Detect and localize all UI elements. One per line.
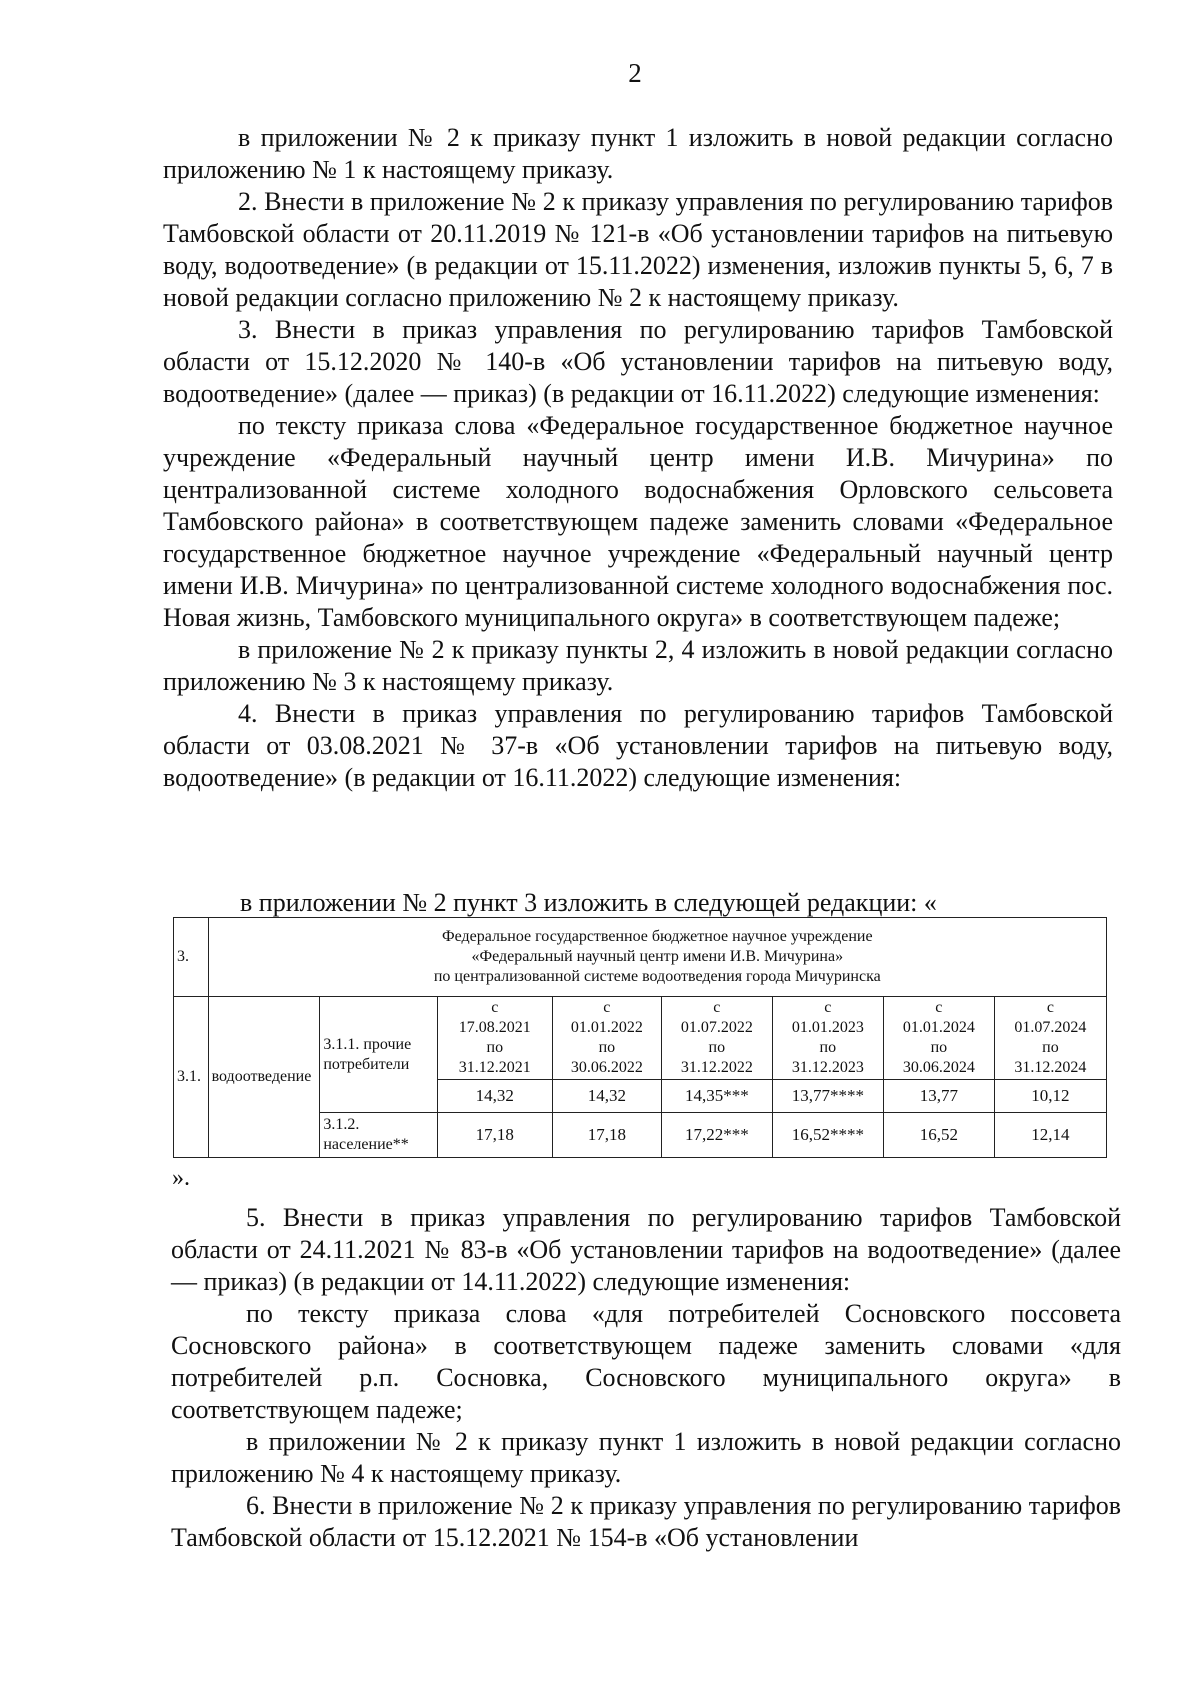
value-cell: 14,32 [552, 1080, 661, 1113]
period-cell: с 01.01.2023 по 31.12.2023 [772, 997, 883, 1080]
period-cell: с 01.01.2024 по 30.06.2024 [883, 997, 994, 1080]
value-cell: 17,18 [437, 1113, 552, 1158]
page-number: 2 [628, 58, 642, 88]
table-row [174, 997, 1107, 1080]
subitem-label-cell: 3.1.1. прочие потребители [320, 997, 437, 1113]
paragraph: по тексту приказа слова «Федеральное государственное бюджетное научное учреждение «Федеральный научный центр имени И.В. Мичурина» по централизованной системе холодного водоснабжения Орловского сельсовета Тамбовского района» в соответствующем падеже заменить словами «Федеральное государственное бюджетное научное учреждение «Федеральный научный центр имени И.В. Мичурина» по централизованной системе холодного водоснабжения пос. Новая жизнь, Тамбовского муниципального округа» в соответствующем падеже; [163, 411, 1113, 632]
period-cell: с 17.08.2021 по 31.12.2021 [437, 997, 552, 1080]
value-cell: 12,14 [994, 1113, 1106, 1158]
tariff-table [173, 917, 1107, 1158]
value-cell: 14,32 [437, 1080, 552, 1113]
section-number-cell: 3. [174, 918, 209, 997]
paragraph: 6. Внести в приложение № 2 к приказу управления по регулированию тарифов Тамбовской области от 15.12.2021 № 154-в «Об установлении [171, 1491, 1121, 1552]
value-cell: 16,52 [883, 1113, 994, 1158]
org-line: «Федеральный научный центр имени И.В. Мичурина» [471, 948, 844, 965]
paragraph: по тексту приказа слова «для потребителей Сосновского поссовета Сосновского района» в соответствующем падеже заменить словами «для потребителей р.п. Сосновка, Сосновского муниципального округа» в соответствующем падеже; [171, 1299, 1121, 1424]
period-cell: с 01.07.2024 по 31.12.2024 [994, 997, 1106, 1080]
paragraph: в приложении № 2 к приказу пункт 1 изложить в новой редакции согласно приложению № 4 к настоящему приказу. [171, 1427, 1121, 1488]
value-cell: 17,22*** [661, 1113, 772, 1158]
bottom-text-block [171, 1202, 1121, 1554]
value-cell: 16,52**** [772, 1113, 883, 1158]
row-number-cell: 3.1. [174, 997, 209, 1158]
service-cell: водоотведение [208, 997, 320, 1158]
period-cell: с 01.07.2022 по 31.12.2022 [661, 997, 772, 1080]
paragraph: в приложение № 2 к приказу пункты 2, 4 изложить в новой редакции согласно приложению № 3 к настоящему приказу. [163, 635, 1113, 696]
table-lead-text: в приложении № 2 пункт 3 изложить в следующей редакции: « [240, 888, 937, 917]
value-cell: 17,18 [552, 1113, 661, 1158]
subitem-label-cell: 3.1.2. население** [320, 1113, 437, 1158]
organization-cell [208, 918, 1106, 997]
paragraph: 3. Внести в приказ управления по регулированию тарифов Тамбовской области от 15.12.2020 № 140-в «Об установлении тарифов на питьевую воду, водоотведение» (далее — приказ) (в редакции от 16.11.2022) следующие изменения: [163, 315, 1113, 408]
top-text-block [163, 122, 1113, 794]
org-line: по централизованной системе водоотведения города Мичуринска [433, 968, 881, 985]
paragraph: 2. Внести в приложение № 2 к приказу управления по регулированию тарифов Тамбовской области от 20.11.2019 № 121-в «Об установлении тарифов на питьевую воду, водоотведение» (в редакции от 15.11.2022) изменения, изложив пункты 5, 6, 7 в новой редакции согласно приложению № 2 к настоящему приказу. [163, 187, 1113, 312]
value-cell: 13,77**** [772, 1080, 883, 1113]
closing-quote: ». [172, 1165, 190, 1191]
period-cell: с 01.01.2022 по 30.06.2022 [552, 997, 661, 1080]
value-cell: 13,77 [883, 1080, 994, 1113]
value-cell: 10,12 [994, 1080, 1106, 1113]
value-cell: 14,35*** [661, 1080, 772, 1113]
paragraph: 4. Внести в приказ управления по регулированию тарифов Тамбовской области от 03.08.2021 № 37-в «Об установлении тарифов на питьевую воду, водоотведение» (в редакции от 16.11.2022) следующие изменения: [163, 699, 1113, 792]
paragraph: в приложении № 2 к приказу пункт 1 изложить в новой редакции согласно приложению № 1 к настоящему приказу. [163, 123, 1113, 184]
table-header-row [174, 918, 1107, 997]
org-line: Федеральное государственное бюджетное научное учреждение [441, 928, 873, 945]
paragraph: 5. Внести в приказ управления по регулированию тарифов Тамбовской области от 24.11.2021 № 83-в «Об установлении тарифов на водоотведение» (далее — приказ) (в редакции от 14.11.2022) следующие изменения: [171, 1203, 1121, 1296]
